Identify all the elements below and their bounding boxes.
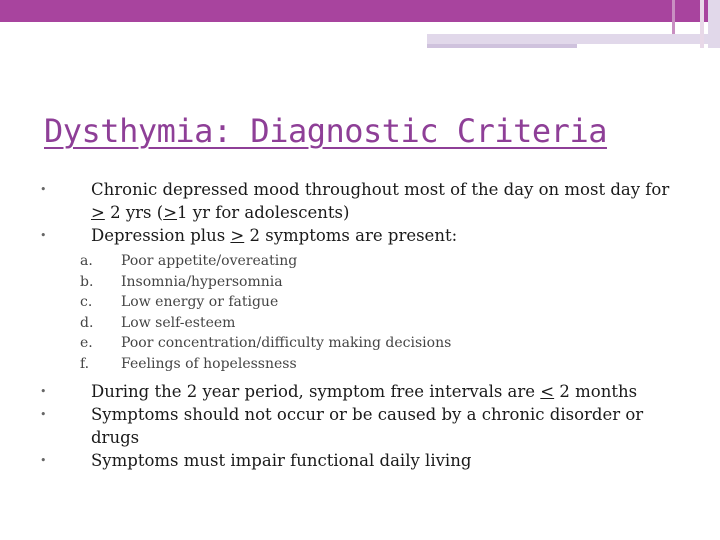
list-item: e. Poor concentration/difficulty making decisions [80, 335, 452, 351]
slide-title: Dysthymia: Diagnostic Criteria [44, 112, 607, 150]
bullet-item: • During the 2 year period, symptom free intervals are < 2 months [40, 382, 638, 401]
header-bar [0, 0, 720, 22]
header-accent-bar-thin [427, 44, 577, 48]
bullet-icon: • [40, 454, 47, 467]
bullet-icon: • [40, 183, 47, 196]
list-item: d. Low self-esteem [80, 314, 236, 331]
bullet-icon: • [40, 408, 47, 421]
header-accent-vertical [700, 0, 704, 48]
bullet-item: • Symptoms should not occur or be caused by a chronic disorder or drugs [40, 405, 644, 447]
header-accent-vertical [708, 0, 720, 48]
list-item: b. Insomnia/hypersomnia [80, 273, 283, 290]
bullet-icon: • [40, 229, 47, 242]
bullet-item: • Depression plus > 2 symptoms are present: [40, 226, 458, 245]
bullet-item: • Chronic depressed mood throughout most of the day on most day for > 2 yrs (>1 yr for adolescents) [40, 180, 670, 222]
bullet-icon: • [40, 385, 47, 398]
header-accent-bar [427, 34, 720, 44]
symptom-list [40, 251, 680, 374]
list-item: f. Feelings of hopelessness [80, 355, 297, 372]
slide-body [40, 178, 680, 472]
bullet-item: • Symptoms must impair functional daily living [40, 451, 472, 470]
header-accent-vertical [672, 0, 675, 34]
list-item: c. Low energy or fatigue [80, 294, 279, 310]
list-item: a. Poor appetite/overeating [80, 253, 298, 269]
